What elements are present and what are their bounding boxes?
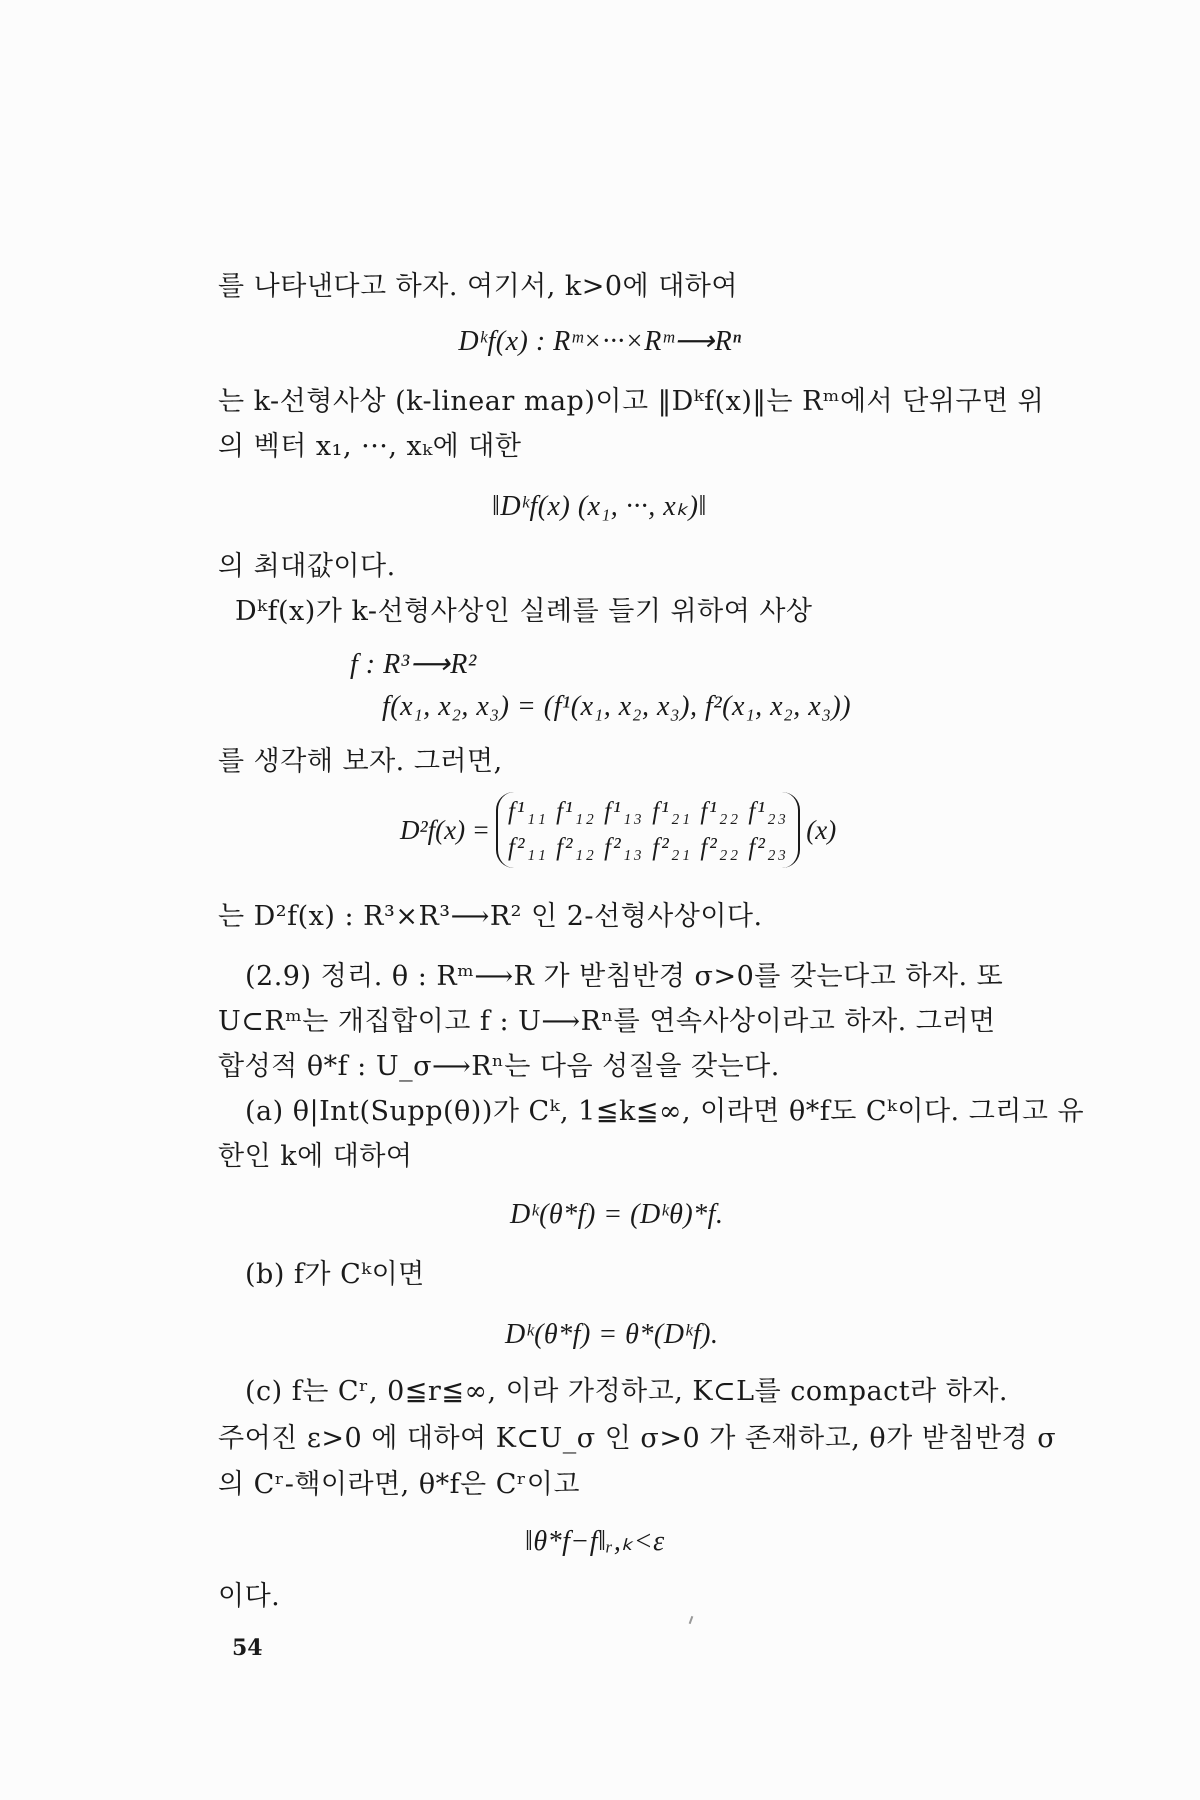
matrix-lhs: D²f(x) = (400, 814, 491, 845)
equation-c: ‖θ*f−f‖ᵣ,ₖ<ε (525, 1526, 665, 1557)
text-line-7: 는 D²f(x) : R³×R³⟶R² 인 2-선형사상이다. (218, 901, 763, 932)
text-line-6: 를 생각해 보자. 그러면, (218, 746, 503, 777)
matrix-row-1: f¹₁₁ f¹₁₂ f¹₁₃ f¹₂₁ f¹₂₂ f¹₂₃ (508, 798, 789, 825)
item-a: (a) θ|Int(Supp(θ))가 Cᵏ, 1≦k≦∞, 이라면 θ*f도 Cᵏ이다. 그리고 유 (245, 1096, 1085, 1127)
text-line-11: 주어진 ε>0 에 대하여 K⊂U_σ 인 σ>0 가 존재하고, θ가 받침반경 σ (218, 1423, 1057, 1454)
equation-norm: ‖Dᵏf(x) (x₁, ···, xₖ)‖ (492, 491, 707, 522)
matrix-rhs: (x) (806, 814, 837, 845)
matrix-equation (400, 790, 836, 870)
text-line-13: 이다. (218, 1581, 281, 1612)
equation-f-map: f : R³⟶R² (350, 649, 477, 680)
text-line-2: 는 k-선형사상 (k-linear map)이고 ‖Dᵏf(x)‖는 Rᵐ에서 단위구면 위 (218, 386, 1045, 417)
matrix-row-2: f²₁₁ f²₁₂ f²₁₃ f²₂₁ f²₂₂ f²₂₃ (508, 834, 789, 861)
page-number: 54 (232, 1635, 263, 1661)
text-line-1: 를 나타낸다고 하자. 여기서, k>0에 대하여 (218, 271, 738, 302)
text-line-3: 의 벡터 x₁, ···, xₖ에 대한 (218, 431, 522, 462)
text-line-5: Dᵏf(x)가 k-선형사상인 실례를 들기 위하여 사상 (235, 596, 813, 627)
equation-b: Dᵏ(θ*f) = θ*(Dᵏf). (505, 1319, 719, 1350)
item-c: (c) f는 Cʳ, 0≦r≦∞, 이라 가정하고, K⊂L를 compact라 하자. (245, 1376, 1008, 1407)
text-line-10: 한인 k에 대하여 (218, 1141, 413, 1172)
print-speck (689, 1616, 694, 1624)
theorem-heading: (2.9) 정리. θ : Rᵐ⟶R 가 받침반경 σ>0를 갖는다고 하자. 또 (245, 961, 1004, 992)
equation-f-components: f(x₁, x₂, x₃) = (f¹(x₁, x₂, x₃), f²(x₁, x₂, x₃)) (382, 691, 852, 722)
matrix (496, 792, 800, 868)
text-line-9: 합성적 θ*f : U_σ⟶Rⁿ는 다음 성질을 갖는다. (218, 1051, 780, 1082)
item-b: (b) f가 Cᵏ이면 (245, 1259, 425, 1290)
text-line-12: 의 Cʳ-핵이라면, θ*f은 Cʳ이고 (218, 1469, 580, 1500)
text-line-4: 의 최대값이다. (218, 551, 396, 582)
text-line-8: U⊂Rᵐ는 개집합이고 f : U⟶Rⁿ를 연속사상이라고 하자. 그러면 (218, 1006, 996, 1037)
equation-a: Dᵏ(θ*f) = (Dᵏθ)*f. (510, 1199, 724, 1230)
equation-dkf-map: Dᵏf(x) : Rᵐ×···×Rᵐ⟶Rⁿ (458, 326, 742, 357)
